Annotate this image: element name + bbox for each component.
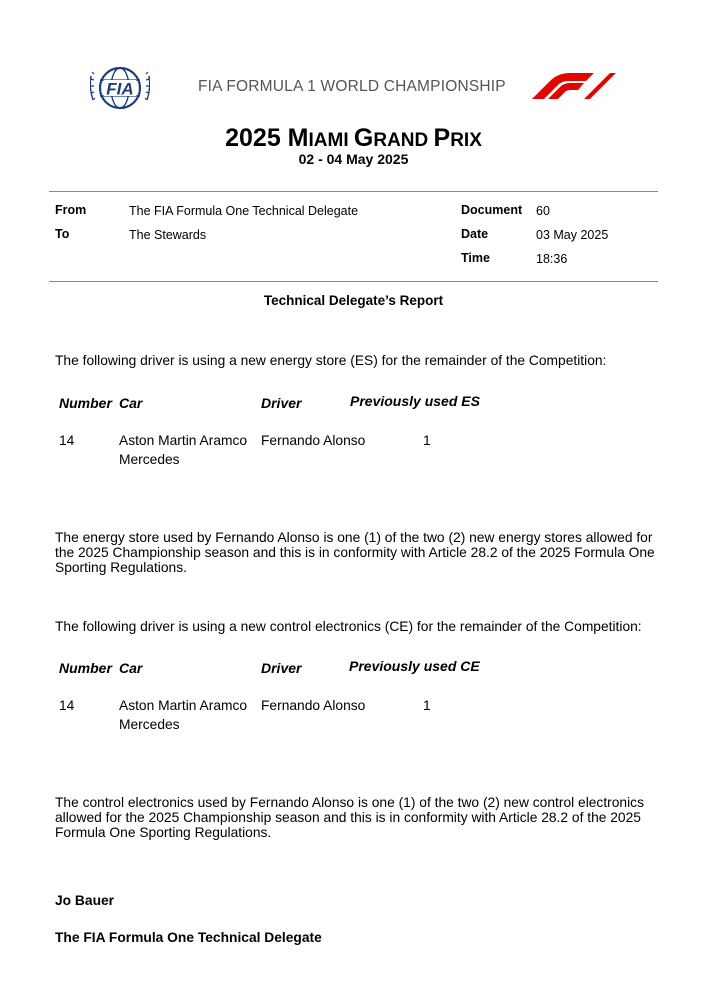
es-col-car: Car [119, 395, 143, 411]
es-col-driver: Driver [261, 395, 302, 411]
ce-col-number: Number [59, 660, 112, 676]
championship-title: FIA FORMULA 1 WORLD CHAMPIONSHIP [198, 78, 506, 95]
to-value: The Stewards [129, 228, 207, 242]
ce-col-driver: Driver [261, 660, 302, 676]
time-value: 18:36 [536, 252, 568, 266]
event-dates: 02 - 04 May 2025 [298, 151, 409, 167]
signatory-name: Jo Bauer [55, 893, 115, 908]
ce-row-number: 14 [59, 698, 75, 713]
signatory-title: The FIA Formula One Technical Delegate [55, 930, 322, 945]
ce-row-car: Aston Martin Aramco Mercedes [119, 698, 248, 732]
from-label: From [55, 203, 87, 217]
fia-logo-icon [90, 66, 150, 110]
es-row-previously-used: 1 [423, 433, 431, 448]
event-title: 2025 MIAMI GRAND PRIX [225, 124, 482, 152]
ce-intro: The following driver is using a new control electronics (CE) for the remainder of the Competition: [55, 619, 642, 634]
date-label: Date [461, 227, 489, 241]
header-divider [49, 191, 658, 192]
meta-divider [49, 281, 658, 282]
ce-col-car: Car [119, 660, 143, 676]
es-row-car: Aston Martin Aramco Mercedes [119, 433, 248, 467]
svg-text:FIA: FIA [106, 79, 134, 99]
es-row-driver: Fernando Alonso [261, 433, 366, 448]
date-value: 03 May 2025 [536, 228, 609, 242]
es-row-number: 14 [59, 433, 75, 448]
ce-col-previously-used: Previously used CE [349, 658, 480, 674]
es-col-number: Number [59, 395, 112, 411]
ce-row-driver: Fernando Alonso [261, 698, 366, 713]
ce-note: The control electronics used by Fernando Alonso is one (1) of the two (2) new control electronics allowed for the 2025 Championship season and this is in conformity with Article 28.2 of the 2025 Formula One Sporting Regulations. [55, 795, 644, 840]
time-label: Time [461, 251, 490, 265]
document-label: Document [461, 203, 523, 217]
report-title: Technical Delegate’s Report [263, 293, 444, 308]
document-value: 60 [536, 204, 550, 218]
es-intro: The following driver is using a new energy store (ES) for the remainder of the Competition: [55, 353, 607, 368]
to-label: To [55, 227, 70, 241]
es-col-previously-used: Previously used ES [350, 393, 480, 409]
from-value: The FIA Formula One Technical Delegate [129, 204, 359, 218]
es-note: The energy store used by Fernando Alonso is one (1) of the two (2) new energy stores allowed for the 2025 Championship season and this is in conformity with Article 28.2 of the 2025 Formula One Sporting Regulations. [55, 530, 655, 575]
f1-logo-icon [528, 73, 616, 99]
ce-row-previously-used: 1 [423, 698, 431, 713]
